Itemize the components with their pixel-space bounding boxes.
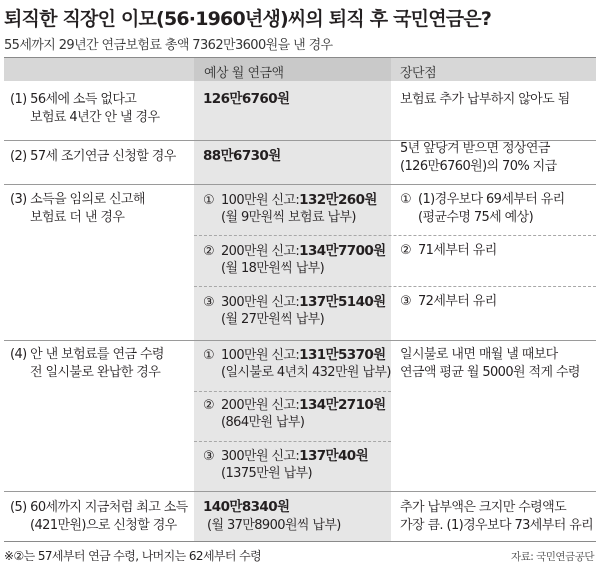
circled-number: ② [203,244,215,259]
circled-number: ③ [203,449,215,464]
note-4-line-1: 일시불로 내면 매월 낼 때보다 [400,347,558,362]
amount-3-1 [203,191,377,210]
note-1: 보험료 추가 납부하지 않아도 됨 [400,92,570,107]
amount-3-3-sub: (월 27만원씩 납부) [221,312,325,327]
case-1-line-2: 보험료 4년간 안 낼 경우 [30,110,160,125]
amount-4-3-sub: (1375만원 납부) [221,466,312,481]
amount-label: 200만원 신고: [221,244,300,259]
circled-number: ① [400,192,412,207]
amount-3-3 [203,293,386,312]
page-title: 퇴직한 직장인 이모(56·1960년생)씨의 퇴직 후 국민연금은? [4,8,492,30]
footnote: ※②는 57세부터 연금 수령, 나머지는 62세부터 수령 [4,549,262,563]
circled-number: ① [203,348,215,363]
amount-4-3 [203,447,368,466]
circled-number: ① [203,193,215,208]
amount-3-2-sub: (월 18만원씩 납부) [221,261,325,276]
note-5-line-1: 추가 납부액은 크지만 수령액도 [400,500,567,515]
amount-3-1-sub: (월 9만원씩 보험료 납부) [221,210,356,225]
amount-value: 134만7700원 [299,243,386,259]
amount-1: 126만6760원 [203,91,290,107]
amount-label: 300만원 신고: [221,295,300,310]
pension-table [4,57,596,542]
amount-value: 134만2710원 [299,397,386,413]
amount-4-1-sub: (일시불로 4년치 432만원 납부) [221,365,391,380]
circled-number: ③ [400,294,412,309]
amount-4-1 [203,346,386,365]
case-3-line-2: 보험료 더 낸 경우 [30,210,125,225]
case-2-line-1: (2) 57세 조기연금 신청할 경우 [10,149,176,164]
amount-5: 140만8340원 [203,499,290,515]
amount-3-2 [203,242,386,261]
case-1-line-1: (1) 56세에 소득 없다고 [10,92,137,107]
note-4-line-2: 연금액 평균 월 5000원 적게 수령 [400,365,580,380]
circled-number: ② [203,398,215,413]
source-credit: 자료: 국민연금공단 [510,551,594,563]
amount-value: 132만260원 [299,192,377,208]
note-5-line-2: 가장 큼. (1)경우보다 73세부터 유리 [400,518,594,533]
note-text: 71세부터 유리 [418,243,497,258]
subrow-divider [194,235,596,236]
circled-number: ③ [203,295,215,310]
amount-2: 88만6730원 [203,148,281,164]
subrow-divider [194,286,596,287]
page-subtitle: 55세까지 29년간 연금보험료 총액 7362만3600원을 낸 경우 [4,38,333,53]
amount-label: 100만원 신고: [221,348,300,363]
amount-value: 131만5370원 [299,347,386,363]
note-text: (1)경우보다 69세부터 유리 [418,192,565,207]
row-divider [4,491,596,492]
note-text: 72세부터 유리 [418,294,497,309]
amount-4-2 [203,396,386,415]
amount-label: 100만원 신고: [221,193,300,208]
case-4-line-1: (4) 안 낸 보험료를 연금 수령 [10,347,164,362]
subrow-divider [194,441,391,442]
case-4-line-2: 전 일시불로 완납한 경우 [30,365,161,380]
row-divider [4,184,596,185]
case-3-line-1: (3) 소득을 임의로 신고해 [10,192,145,207]
case-5-line-2: (421만원)으로 신청할 경우 [30,518,177,533]
note-3-1 [400,191,565,209]
amount-5-sub: (월 37만8900원씩 납부) [207,518,341,533]
note-3-1-sub: (평균수명 75세 예상) [418,210,534,225]
header-pros-cons: 장단점 [400,66,437,81]
amount-label: 300만원 신고: [221,449,300,464]
note-2-line-2: (126만6760원)의 70% 지급 [400,159,557,174]
note-3-2 [400,242,497,260]
case-5-line-1: (5) 60세까지 지금처럼 최고 소득 [10,500,188,515]
row-divider [4,340,596,341]
amount-value: 137만5140원 [299,294,386,310]
note-2-line-1: 5년 앞당겨 받으면 정상연금 [400,141,550,156]
circled-number: ② [400,243,412,258]
amount-value: 137만40원 [299,448,369,464]
amount-4-2-sub: (864만원 납부) [221,415,305,430]
note-3-3 [400,293,497,311]
subrow-divider [194,391,391,392]
amount-label: 200만원 신고: [221,398,300,413]
header-expected-amount: 예상 월 연금액 [204,66,284,81]
